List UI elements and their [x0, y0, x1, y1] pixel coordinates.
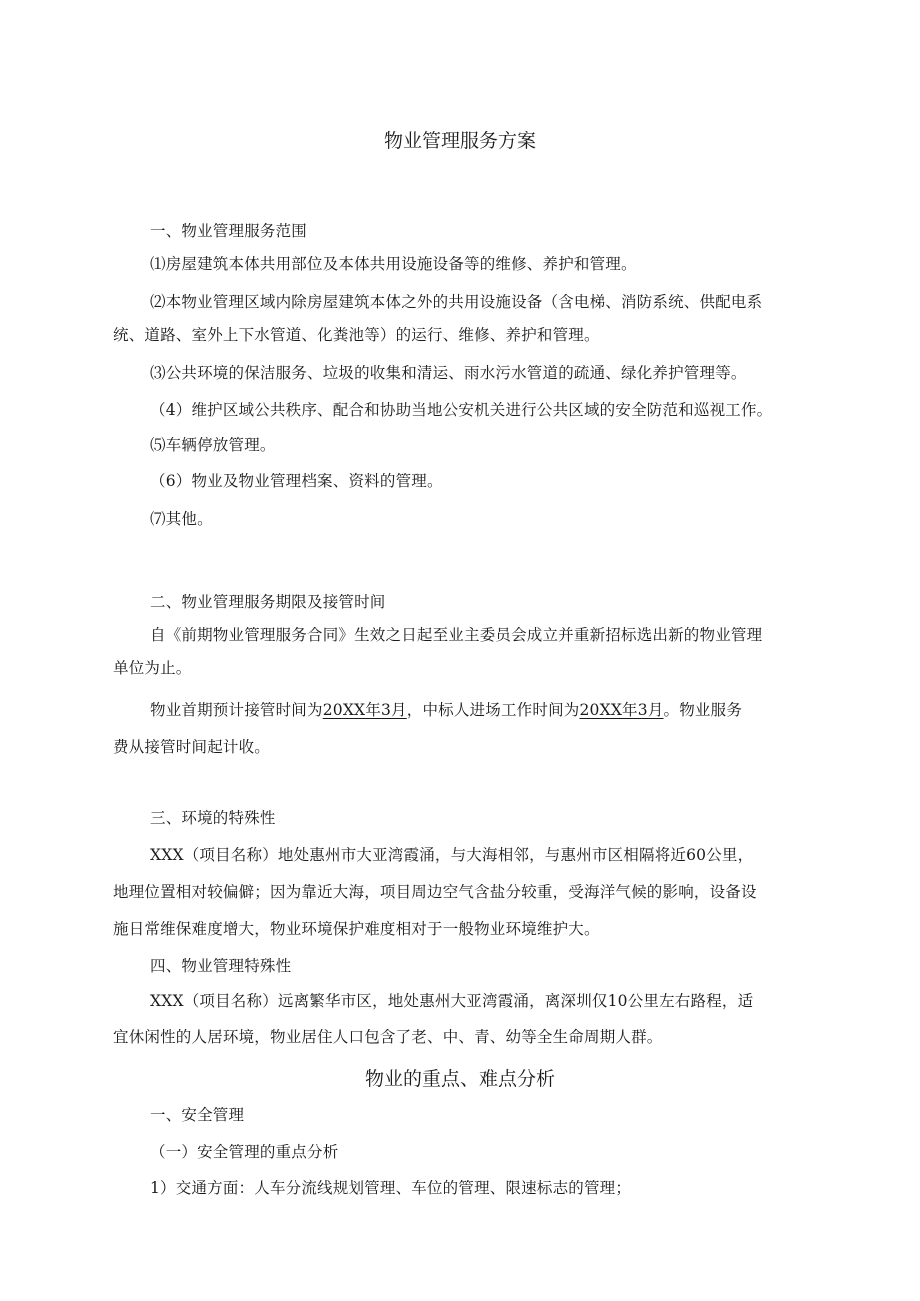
section-4-heading: 四、物业管理特殊性	[150, 957, 292, 975]
document-title: 物业管理服务方案	[383, 130, 536, 152]
section-2-heading: 二、物业管理服务期限及接管时间	[150, 593, 386, 611]
s1-item-5: ⑸车辆停放管理。	[150, 436, 276, 454]
s4-line-2: 宜休闲性的人居环境，物业居住人口包含了老、中、青、幼等全生命周期人群。	[113, 1028, 663, 1046]
s3-line-3: 施日常维保难度增大，物业环境保护难度相对于一般物业环境维护大。	[113, 920, 600, 938]
entry-date: 20XX年3月	[579, 701, 664, 719]
s2-p2-text-b: ，中标人进场工作时间为	[406, 701, 580, 719]
s2-p2-line-2: 费从接管时间起计收。	[113, 738, 271, 756]
takeover-date: 20XX年3月	[322, 701, 407, 719]
s1-item-1: ⑴房屋建筑本体共用部位及本体共用设施设备等的维修、养护和管理。	[150, 255, 637, 273]
s3-line-1: XXX（项目名称）地处惠州市大亚湾霞涌，与大海相邻，与惠州市区相隔将近60公里，	[150, 846, 754, 864]
section-title-2: 物业的重点、难点分析	[364, 1068, 555, 1090]
s2-p1-line-2: 单位为止。	[113, 659, 192, 677]
s1-item-4: （4）维护区域公共秩序、配合和协助当地公安机关进行公共区域的安全防范和巡视工作。	[150, 401, 773, 419]
s1-item-2-line-2: 统、道路、室外上下水管道、化粪池等）的运行、维修、养护和管理。	[113, 326, 600, 344]
s1-item-2-line-1: ⑵本物业管理区域内除房屋建筑本体之外的共用设施设备（含电梯、消防系统、供配电系	[150, 293, 763, 311]
s4-line-1: XXX（项目名称）远离繁华市区，地处惠州大亚湾霞涌，离深圳仅10公里左右路程，适	[150, 992, 754, 1010]
s5-item-1: 1）交通方面：人车分流线规划管理、车位的管理、限速标志的管理；	[150, 1179, 632, 1197]
s2-p2-line-1	[150, 699, 742, 721]
s5-subheading: （一）安全管理的重点分析	[150, 1143, 339, 1161]
section-3-heading: 三、环境的特殊性	[150, 809, 276, 827]
s1-item-7: ⑺其他。	[150, 510, 213, 528]
section-5-heading: 一、安全管理	[150, 1106, 245, 1124]
section-1-heading: 一、物业管理服务范围	[150, 222, 308, 240]
s2-p1-line-1: 自《前期物业管理服务合同》生效之日起至业主委员会成立并重新招标选出新的物业管理	[150, 626, 763, 644]
s1-item-6: （6）物业及物业管理档案、资料的管理。	[150, 472, 443, 490]
s3-line-2: 地理位置相对较偏僻；因为靠近大海，项目周边空气含盐分较重，受海洋气候的影响，设备设	[113, 883, 757, 901]
s2-p2-text-a: 物业首期预计接管时间为	[150, 701, 323, 719]
s1-item-3: ⑶公共环境的保洁服务、垃圾的收集和清运、雨水污水管道的疏通、绿化养护管理等。	[150, 364, 747, 382]
s2-p2-text-c: 。物业服务	[663, 701, 743, 719]
